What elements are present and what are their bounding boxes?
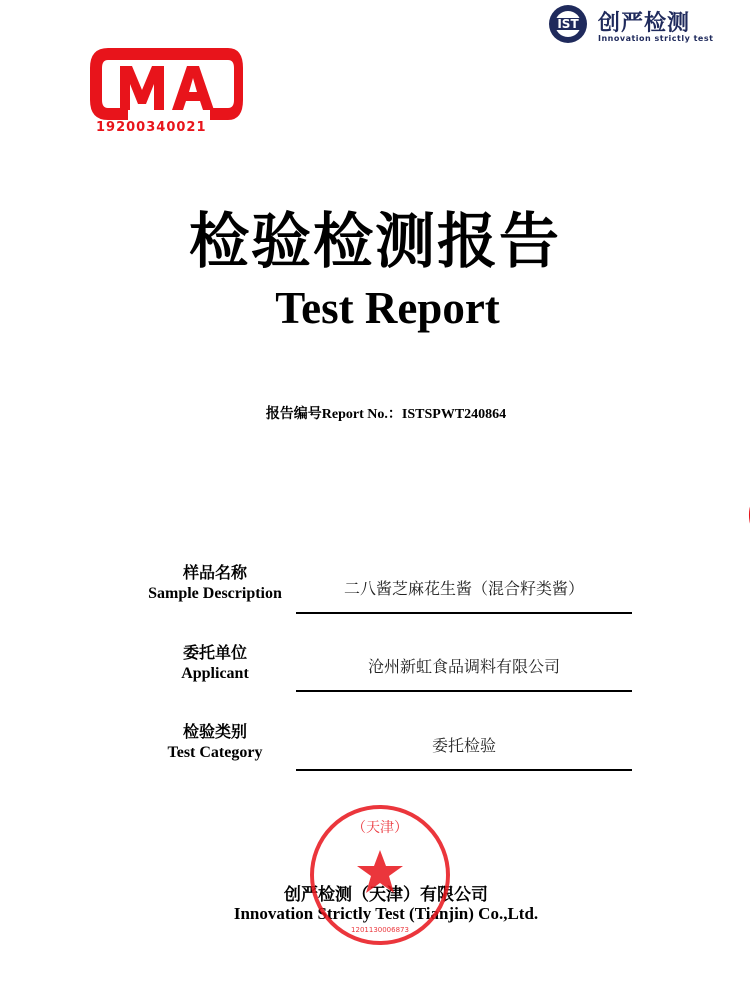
sample-label-en: Sample Description xyxy=(148,585,282,602)
category-label-en: Test Category xyxy=(167,744,263,761)
company-seal xyxy=(305,800,455,950)
svg-text:1201130006873: 1201130006873 xyxy=(351,926,409,934)
report-number: 报告编号Report No.：ISTSPWT240864 xyxy=(265,407,507,422)
company-name-cn: 创严检测（天津）有限公司 xyxy=(284,885,488,905)
company-name-en: Innovation Strictly Test (Tianjin) Co.,Ltd. xyxy=(233,904,539,923)
category-underline xyxy=(296,769,632,771)
sample-value: 二八酱芝麻花生酱（混合籽类酱） xyxy=(343,579,584,598)
edge-seal-fragment xyxy=(740,490,750,540)
report-title-en: Test Report xyxy=(275,283,500,333)
ist-brand-name: 创严检测 xyxy=(598,11,691,36)
applicant-value: 沧州新虹食品调料有限公司 xyxy=(367,657,560,676)
sample-underline xyxy=(296,612,632,614)
category-value: 委托检验 xyxy=(431,736,496,755)
svg-text:（天津）: （天津） xyxy=(352,820,408,836)
ist-slogan: Innovation strictly test xyxy=(598,34,714,43)
sample-label-cn: 样品名称 xyxy=(182,565,247,582)
applicant-label-cn: 委托单位 xyxy=(182,645,247,662)
cma-number: 19200340021 xyxy=(96,120,207,135)
applicant-underline xyxy=(296,690,632,692)
category-label-cn: 检验类别 xyxy=(182,724,247,741)
applicant-label-en: Applicant xyxy=(181,665,249,682)
report-title-cn: 检验检测报告 xyxy=(189,207,561,277)
ist-mark: IST xyxy=(557,17,579,31)
